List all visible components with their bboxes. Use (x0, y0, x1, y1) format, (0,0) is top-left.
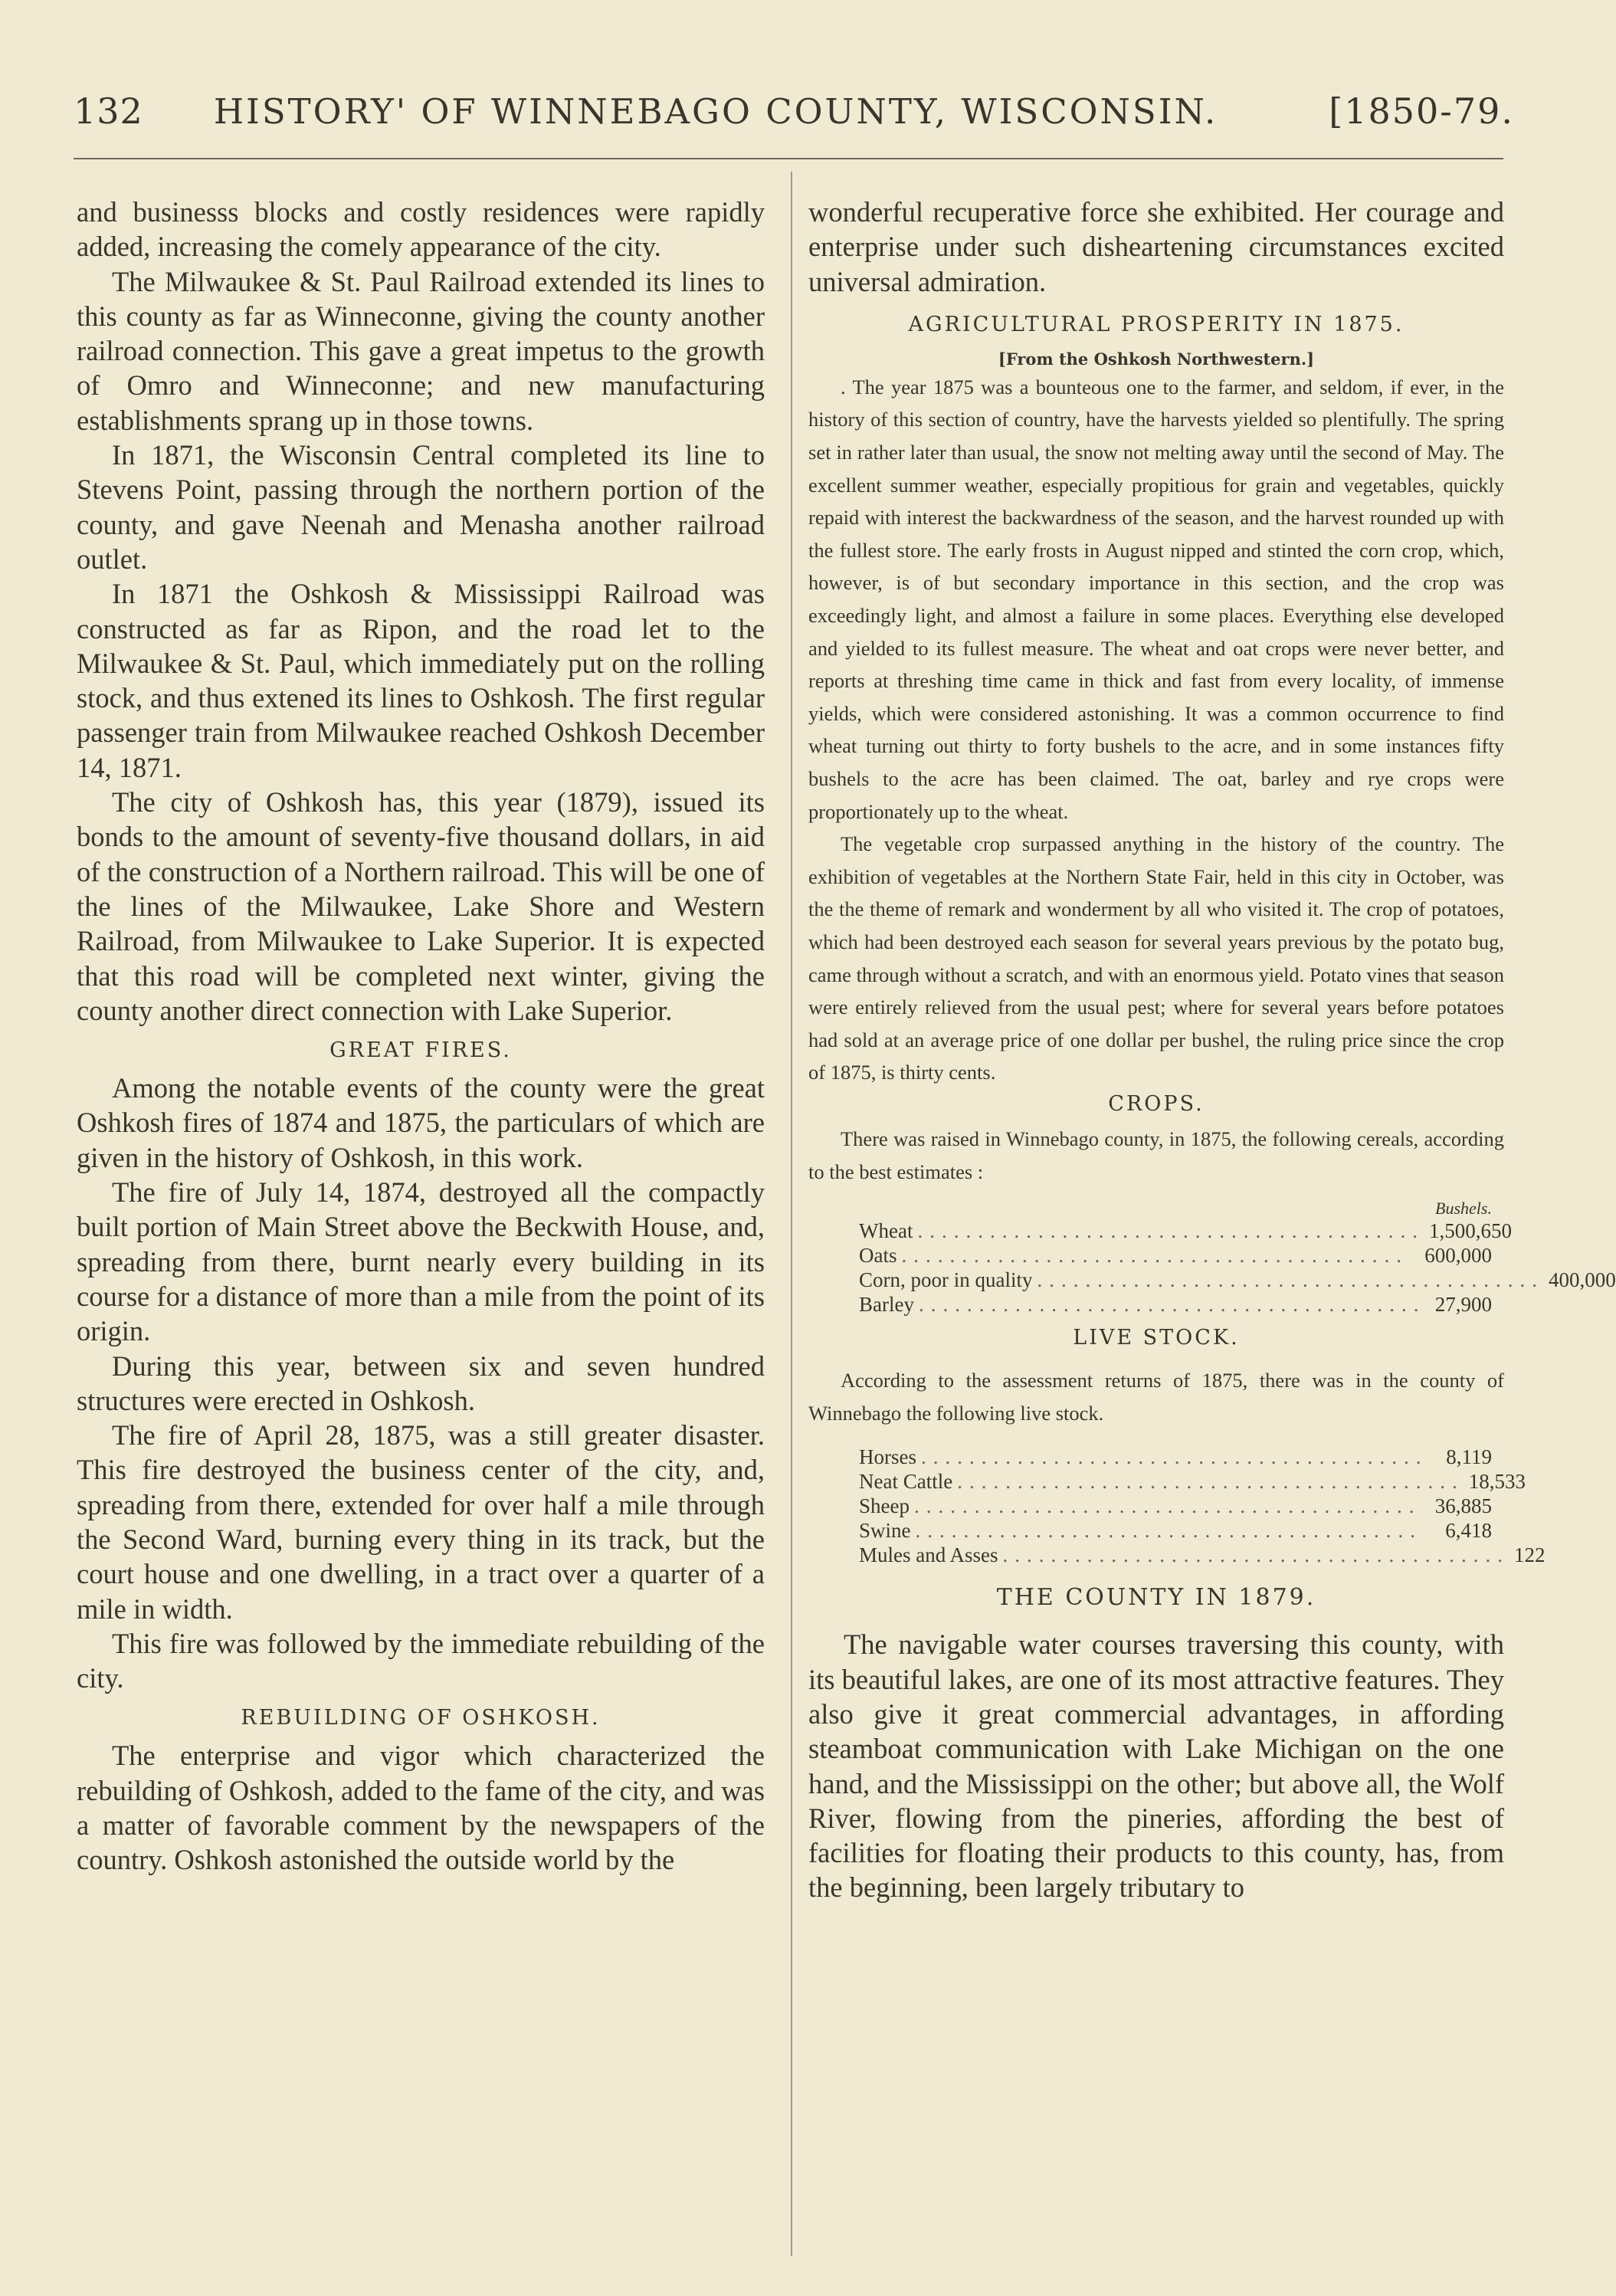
column-divider (791, 172, 792, 2256)
livestock-table (808, 1445, 1546, 1567)
section-heading-great-fires: GREAT FIRES. (329, 1038, 512, 1063)
row-value: 400,000 (1548, 1268, 1616, 1292)
right-column (808, 195, 1616, 1905)
row-value: 600,000 (1424, 1244, 1492, 1268)
row-label: Barley (859, 1293, 914, 1317)
running-title: HISTORY' OF WINNEBAGO COUNTY, WISCONSIN. (213, 91, 1218, 132)
leader-dots: .......................................... (921, 1445, 1428, 1469)
paragraph: In 1871 the Oshkosh & Mississippi Railroad was constructed as far as Ripon, and the road let to the Milwaukee & St. Paul, which immediately put on the rolling stock, and thus extened its lines to Oshkosh. The first regular passenger train from Milwaukee reached Oshkosh December 14, 1871. (77, 578, 765, 783)
paragraph: The fire of April 28, 1875, was a still greater disaster. This fire destroyed the business center of the city, and, spreading from there, extended for over half a mile through the Second Ward, burning every thing in its track, but the court house and one dwelling, in a tract over a quarter of a mile in width. (77, 1419, 765, 1625)
row-value: 6,418 (1445, 1519, 1492, 1543)
row-label: Wheat (859, 1219, 913, 1243)
table-row (808, 1445, 1504, 1469)
row-label: Horses (859, 1445, 916, 1469)
row-value: 1,500,650 (1428, 1219, 1512, 1243)
paragraph: and businesss blocks and costly residences were rapidly added, increasing the comely appearance of the city. (77, 196, 765, 263)
crops-unit-header: Bushels. (1435, 1199, 1492, 1219)
row-label: Oats (859, 1244, 897, 1268)
paragraph: The city of Oshkosh has, this year (1879), issued its bonds to the amount of seventy-five thousand dollars, in aid of the construction of a Northern railroad. This will be one of the lines of the Milwaukee, Lake Shore and Western Railroad, from Milwaukee to Lake Superior. It is expected that this road will be completed next winter, giving the county another direct connection with Lake Superior. (77, 786, 765, 1026)
paragraph: wonderful recuperative force she exhibited. Her courage and enterprise under such disheartening circumstances excited universal admiration. (808, 196, 1504, 297)
row-label: Swine (859, 1519, 911, 1543)
leader-dots: .......................................... (915, 1519, 1422, 1543)
paragraph: In 1871, the Wisconsin Central completed its line to Stevens Point, passing through the northern portion of the county, and gave Neenah and Menasha another railroad outlet. (77, 439, 765, 575)
row-label: Neat Cattle (859, 1470, 953, 1494)
leader-dots: .......................................... (918, 1293, 1426, 1317)
table-row (808, 1243, 1504, 1268)
section-heading-crops: CROPS. (1108, 1091, 1205, 1116)
leader-dots: .......................................... (917, 1219, 1424, 1243)
leader-dots: .......................................... (957, 1470, 1464, 1494)
row-value: 36,885 (1434, 1494, 1492, 1518)
paragraph: There was raised in Winnebago county, in 1875, the following cereals, according to the best estimates : (808, 1127, 1504, 1183)
paragraph: Among the notable events of the county were the great Oshkosh fires of 1874 and 1875, the particulars of which are given in the history of Oshkosh, in this work. (77, 1072, 765, 1173)
row-value: 27,900 (1434, 1293, 1492, 1317)
section-heading-agricultural: AGRICULTURAL PROSPERITY IN 1875. (908, 312, 1405, 336)
leader-dots: .......................................... (1037, 1268, 1544, 1292)
table-row (808, 1469, 1526, 1494)
running-header (74, 90, 1514, 144)
table-row (808, 1268, 1616, 1292)
crops-table (808, 1199, 1616, 1317)
leader-dots: .......................................... (901, 1244, 1408, 1268)
row-label: Mules and Asses (859, 1543, 998, 1567)
left-column (77, 195, 765, 1878)
page-number: 132 (74, 90, 143, 132)
paragraph: . The year 1875 was a bounteous one to the farmer, and seldom, if ever, in the history of this section of country, have the harvests yielded so plentifully. The spring set in rather later than usual, the snow not melting away until the second of May. The excellent summer weather, especially propitious for grain and vegetables, quickly repaid with interest the backwardness of the season, and the harvest rounded up with the fullest store. The early frosts in August nipped and stinted the corn crop, which, however, is of but secondary importance in this section, and the crop was exceedingly light, and almost a failure in some places. Everything else developed and yielded to its fullest measure. The wheat and oat crops were never better, and reports at threshing time came in thick and fast from every locality, of immense yields, which were considered astonishing. It was a common occurrence to find wheat turning out thirty to forty bushels to the acre, and in some instances fifty bushels to the acre has been claimed. The oat, barley and rye crops were proportionately up to the wheat. (808, 375, 1504, 823)
paragraph: The Milwaukee & St. Paul Railroad extended its lines to this county as far as Winneconne, giving the county another railroad connection. This gave a great impetus to the growth of Omro and Winneconne; and new manufacturing establishments sprang up in those towns. (77, 265, 765, 436)
table-row (808, 1219, 1512, 1243)
row-value: 18,533 (1468, 1470, 1526, 1494)
leader-dots: .......................................... (1002, 1543, 1509, 1567)
paragraph: The enterprise and vigor which characterized the rebuilding of Oshkosh, added to the fame of the city, and was a matter of favorable comment by the newspapers of the country. Oshkosh astonished the outside world by the (77, 1740, 765, 1876)
section-heading-live-stock: LIVE STOCK. (1073, 1326, 1240, 1350)
paragraph: This fire was followed by the immediate rebuilding of the city. (77, 1627, 765, 1694)
year-range: [1850-79. (1329, 90, 1514, 132)
section-heading-rebuilding: REBUILDING OF OSHKOSH. (241, 1706, 601, 1730)
row-value: 8,119 (1446, 1445, 1492, 1469)
paragraph: The navigable water courses traversing this county, with its beautiful lakes, are one of its most attractive features. They also give it great commercial advantages, in affording steamboat communication with Lake Michigan on the one hand, and the Mississippi on the other; but above all, the Wolf River, flowing from the pineries, affording the best of facilities for floating their products to this county, has, from the beginning, been largely tributary to (808, 1629, 1504, 1904)
header-rule (74, 158, 1503, 159)
paragraph: According to the assessment returns of 1875, there was in the county of Winnebago the following live stock. (808, 1369, 1504, 1425)
section-heading-county-1879: THE COUNTY IN 1879. (996, 1584, 1316, 1612)
table-row (808, 1518, 1504, 1543)
row-label: Sheep (859, 1494, 910, 1518)
row-value: 122 (1514, 1543, 1546, 1567)
source-note: [From the Oshkosh Northwestern.] (998, 349, 1315, 369)
table-row (808, 1494, 1504, 1518)
paragraph: The fire of July 14, 1874, destroyed all the compactly built portion of Main Street above the Beckwith House, and, spreading from there, burnt nearly every building in its course for a distance of more than a mile from the point of its origin. (77, 1176, 765, 1347)
table-row (808, 1292, 1504, 1317)
row-label: Corn, poor in quality (859, 1268, 1033, 1292)
paragraph: During this year, between six and seven hundred structures were erected in Oshkosh. (77, 1350, 765, 1416)
leader-dots: .......................................... (913, 1494, 1421, 1518)
table-row (808, 1543, 1546, 1567)
paragraph: The vegetable crop surpassed anything in the history of the country. The exhibition of vegetables at the Northern State Fair, held in this city in October, was the the theme of remark and wonderment by all who visited it. The crop of potatoes, which had been destroyed each season for several years previous by the potato bug, came through without a scratch, and with an enormous yield. Potato vines that season were entirely relieved from the usual pest; where for several years before potatoes had sold at an average price of one dollar per bushel, the ruling price since the crop of 1875, is thirty cents. (808, 832, 1504, 1084)
